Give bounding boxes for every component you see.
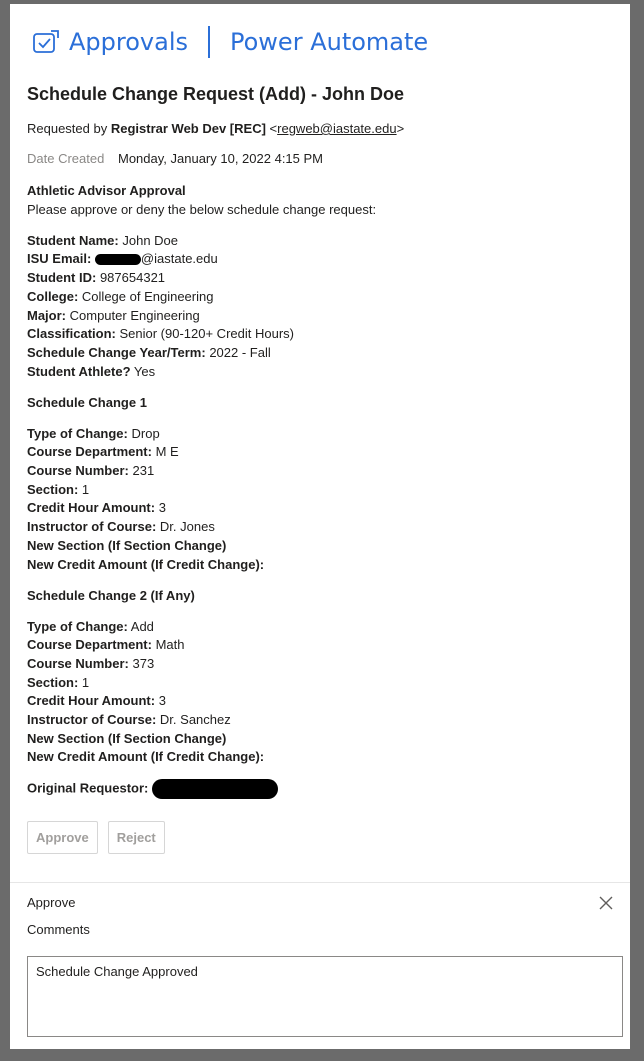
approval-instruction: Please approve or deny the below schedule change request:: [27, 201, 377, 217]
change1-dept-row: Course Department: M E: [27, 444, 179, 460]
student-athlete-row: Student Athlete? Yes: [27, 363, 156, 379]
change2-new-section-row: New Section (If Section Change): [27, 730, 227, 746]
request-title: Schedule Change Request (Add) - John Doe: [27, 84, 405, 104]
panel-title: Approve: [27, 895, 76, 910]
student-email-row: ISU Email: @iastate.edu: [27, 251, 218, 267]
date-created-value: Monday, January 10, 2022 4:15 PM: [118, 151, 323, 166]
requester-name: Registrar Web Dev [REC]: [110, 121, 266, 136]
student-term-row: Schedule Change Year/Term: 2022 - Fall: [27, 344, 271, 360]
change2-number-row: Course Number: 373: [27, 655, 155, 671]
redacted-email: [95, 254, 141, 265]
student-name-row: Student Name: John Doe: [27, 232, 179, 248]
change1-type-row: Type of Change: Drop: [27, 425, 160, 441]
approval-heading: Athletic Advisor Approval: [27, 183, 186, 198]
change2-credit-row: Credit Hour Amount: 3: [27, 693, 166, 709]
app-header: [27, 4, 613, 80]
date-created-row: [27, 151, 613, 173]
approve-button[interactable]: Approve: [27, 821, 98, 854]
requester-email-link[interactable]: regweb@iastate.edu: [277, 121, 397, 136]
action-buttons: [27, 821, 613, 854]
redacted-requestor: [152, 779, 278, 799]
change1-new-credit-row: New Credit Amount (If Credit Change):: [27, 556, 265, 572]
student-id-row: Student ID: 987654321: [27, 270, 166, 286]
comments-label: Comments: [27, 922, 90, 937]
comments-input[interactable]: [27, 956, 623, 1037]
student-college-row: College: College of Engineering: [27, 288, 214, 304]
change1-number-row: Course Number: 231: [27, 463, 155, 479]
change2-section-row: Section: 1: [27, 674, 90, 690]
change2-type-row: Type of Change: Add: [27, 618, 154, 634]
app-name: Approvals: [69, 28, 188, 56]
approval-card: [10, 4, 630, 882]
change2-new-credit-row: New Credit Amount (If Credit Change):: [27, 749, 265, 765]
student-classification-row: Classification: Senior (90-120+ Credit Hours): [27, 326, 294, 342]
change1-heading: Schedule Change 1: [27, 394, 147, 410]
change2-dept-row: Course Department: Math: [27, 637, 185, 653]
header-divider: [208, 26, 210, 58]
requested-by: Requested by Registrar Web Dev [REC] <regweb@iastate.edu>: [27, 121, 405, 136]
approve-panel: [10, 882, 630, 1049]
original-requestor-row: Original Requestor:: [27, 779, 613, 799]
reject-button[interactable]: Reject: [108, 821, 165, 854]
change1-new-section-row: New Section (If Section Change): [27, 537, 227, 553]
change1-section-row: Section: 1: [27, 481, 90, 497]
student-major-row: Major: Computer Engineering: [27, 307, 200, 323]
brand-name: Power Automate: [230, 28, 429, 56]
change2-instructor-row: Instructor of Course: Dr. Sanchez: [27, 712, 231, 728]
date-created-label: Date Created: [27, 151, 105, 166]
change1-instructor-row: Instructor of Course: Dr. Jones: [27, 519, 215, 535]
change1-credit-row: Credit Hour Amount: 3: [27, 500, 166, 516]
approvals-logo-icon: [31, 27, 61, 57]
request-body: [27, 182, 613, 799]
close-icon[interactable]: [598, 895, 614, 911]
change2-heading: Schedule Change 2 (If Any): [27, 587, 195, 603]
